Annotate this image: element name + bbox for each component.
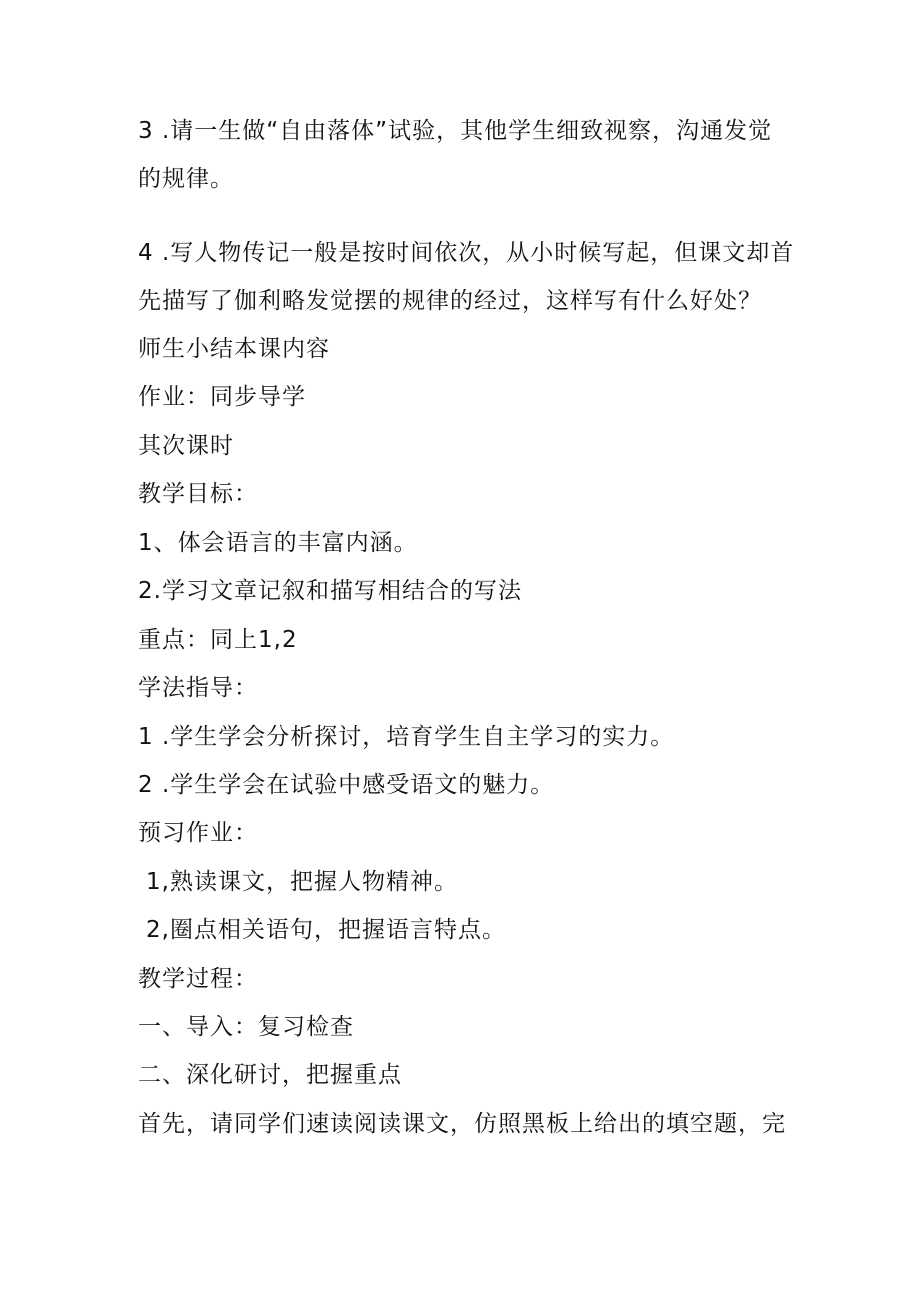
- text-line: 4 .写人物传记一般是按时间依次，从小时候写起，但课文却首: [138, 240, 795, 266]
- text-line: 1 .学生学会分析探讨，培育学生自主学习的实力。: [138, 724, 675, 750]
- text-line: 先描写了伽利略发觉摆的规律的经过，这样写有什么好处？: [138, 288, 762, 314]
- text-line: 首先，请同学们速读阅读课文，仿照黑板上给出的填空题，完: [138, 1111, 786, 1137]
- text-line: 作业：同步导学: [138, 384, 306, 410]
- text-line: 2.学习文章记叙和描写相结合的写法: [138, 578, 522, 604]
- text-line: 教学目标：: [138, 481, 258, 507]
- text-line: 师生小结本课内容: [138, 336, 330, 362]
- text-line: 1、体会语言的丰富内涵。: [138, 530, 418, 556]
- text-line: 其次课时: [138, 433, 234, 459]
- text-line: 1,熟读课文，把握人物精神。: [146, 869, 458, 895]
- text-line: 预习作业：: [138, 820, 258, 846]
- text-line: 的规律。: [138, 166, 234, 192]
- text-line: 教学过程：: [138, 966, 258, 992]
- text-line: 2 .学生学会在试验中感受语文的魅力。: [138, 772, 555, 798]
- text-line: 学法指导：: [138, 675, 258, 701]
- text-line: 一、导入：复习检查: [138, 1014, 354, 1040]
- text-line: 二、深化研讨，把握重点: [138, 1062, 402, 1088]
- text-line: 重点：同上1,2: [138, 627, 298, 653]
- text-line: 2,圈点相关语句，把握语言特点。: [146, 917, 506, 943]
- text-line: 3 .请一生做“自由落体”试验，其他学生细致视察，沟通发觉: [138, 118, 773, 144]
